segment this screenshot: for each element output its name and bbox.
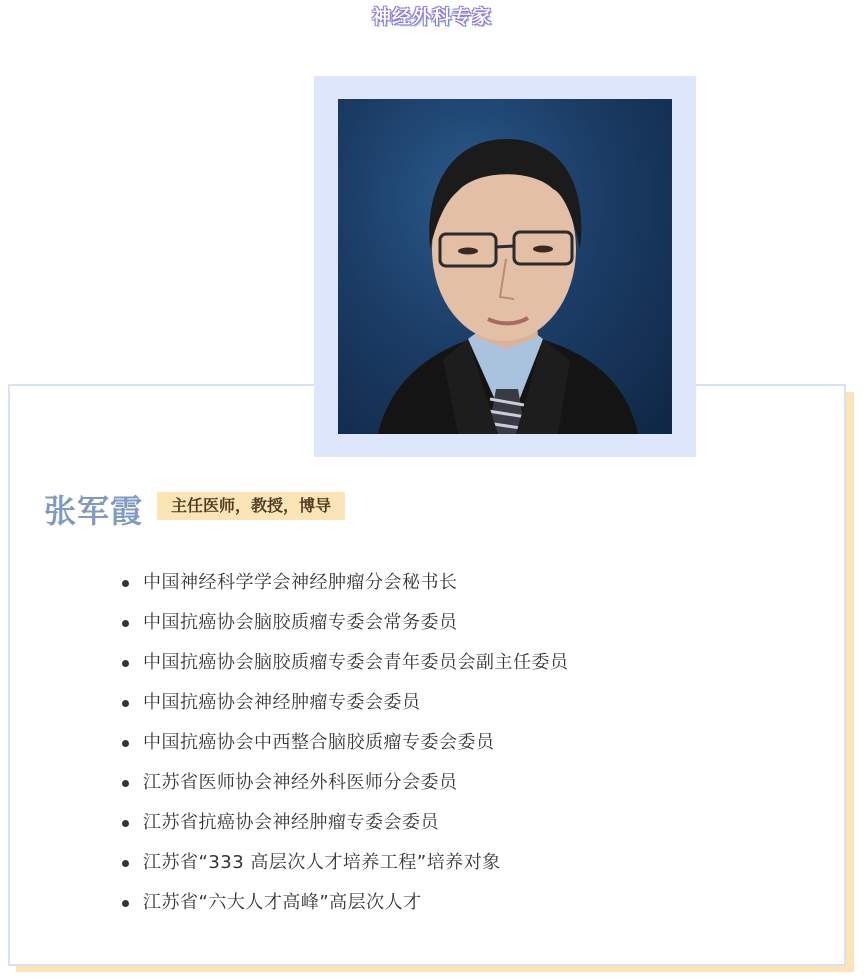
list-item: 中国抗癌协会脑胶质瘤专委会青年委员会副主任委员 — [120, 646, 569, 686]
list-item: 中国神经科学学会神经肿瘤分会秘书长 — [120, 566, 569, 606]
list-item: 江苏省“333 高层次人才培养工程”培养对象 — [120, 846, 569, 886]
doctor-title-badge: 主任医师，教授，博导 — [157, 492, 345, 520]
list-item: 江苏省“六大人才高峰”高层次人才 — [120, 886, 569, 926]
photo-frame — [314, 76, 696, 457]
doctor-name: 张军霞 — [44, 492, 144, 530]
list-item: 中国抗癌协会脑胶质瘤专委会常务委员 — [120, 606, 569, 646]
list-item: 江苏省医师协会神经外科医师分会委员 — [120, 766, 569, 806]
list-item: 中国抗癌协会中西整合脑胶质瘤专委会委员 — [120, 726, 569, 766]
list-item: 江苏省抗癌协会神经肿瘤专委会委员 — [120, 806, 569, 846]
doctor-portrait — [338, 99, 672, 434]
list-item: 中国抗癌协会神经肿瘤专委会委员 — [120, 686, 569, 726]
roles-list — [120, 566, 569, 926]
section-title: 神经外科专家 — [371, 6, 492, 28]
